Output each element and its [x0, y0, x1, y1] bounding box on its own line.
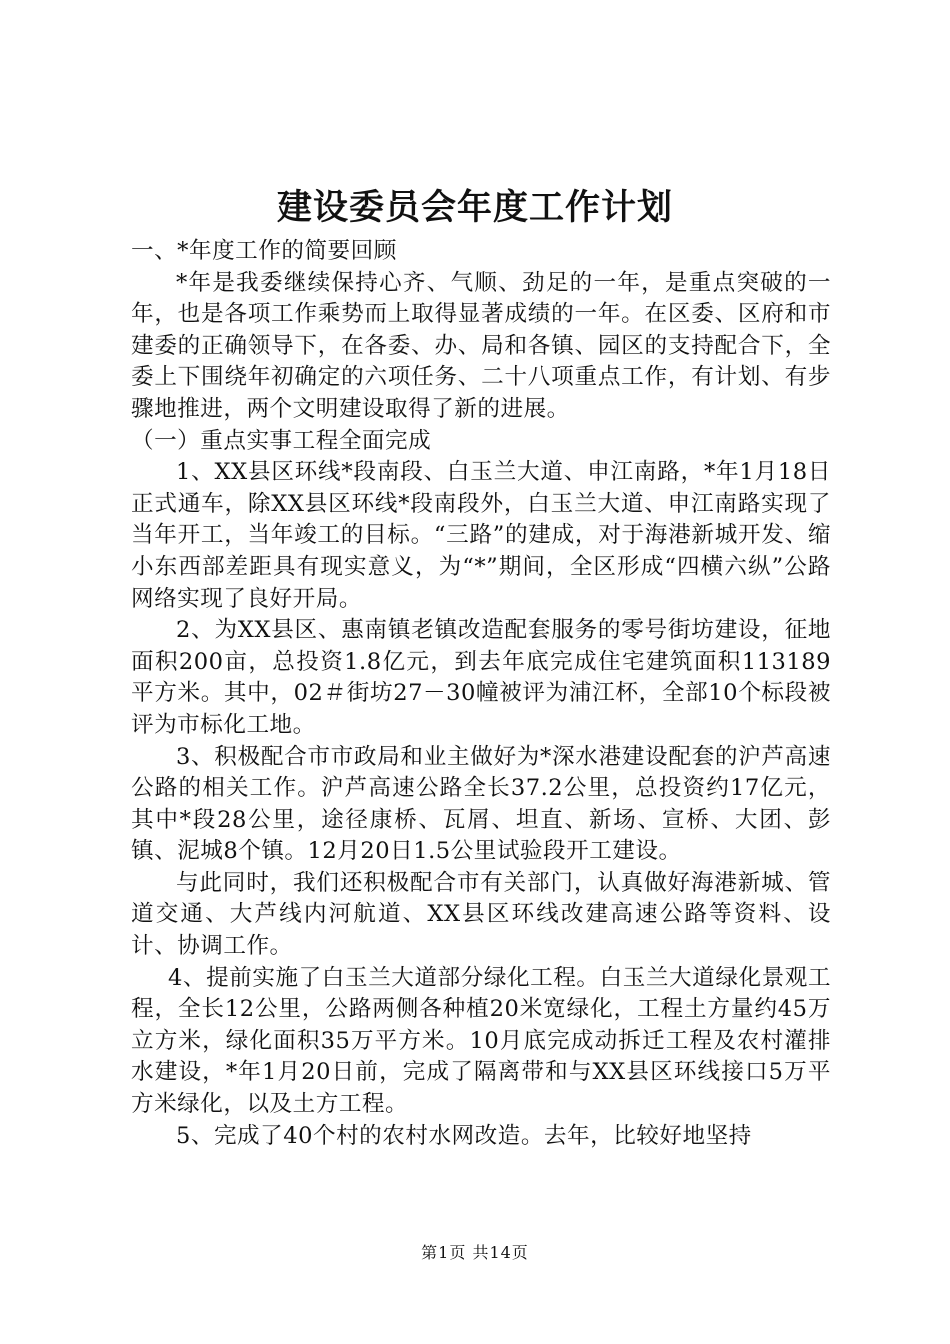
paragraph: 5、完成了40个村的农村水网改造。去年，比较好地坚持: [176, 1122, 752, 1149]
document-body: [131, 236, 831, 1152]
paragraph: 与此同时，我们还积极配合市有关部门，认真做好海港新城、管道交通、大芦线内河航道、XX县区环线改建高速公路等资料、设计、协调工作。: [131, 869, 831, 960]
page-number: 第1页 共14页: [421, 1243, 529, 1262]
paragraph: 2、为XX县区、惠南镇老镇改造配套服务的零号街坊建设，征地面积200亩，总投资1.8亿元，到去年底完成住宅建筑面积113189平方米。其中，02＃街坊27－30幢被评为浦江杯，全部10个标段被评为市标化工地。: [131, 617, 831, 738]
paragraph: 4、提前实施了白玉兰大道部分绿化工程。白玉兰大道绿化景观工程，全长12公里，公路两侧各种植20米宽绿化，工程土方量约45万立方米，绿化面积35万平方米。10月底完成动拆迁工程及农村灌排水建设，*年1月20日前，完成了隔离带和与XX县区环线接口5万平方米绿化，以及土方工程。: [131, 964, 831, 1118]
paragraph: 3、积极配合市市政局和业主做好为*深水港建设配套的沪芦高速公路的相关工作。沪芦高速公路全长37.2公里，总投资约17亿元，其中*段28公里，途径康桥、瓦屑、坦直、新场、宣桥、大团、彭镇、泥城8个镇。12月20日1.5公里试验段开工建设。: [131, 743, 831, 865]
section-heading: 一、*年度工作的简要回顾: [131, 238, 397, 264]
paragraph: *年是我委继续保持心齐、气顺、劲足的一年，是重点突破的一年，也是各项工作乘势而上取得显著成绩的一年。在区委、区府和市建委的正确领导下，在各委、办、局和各镇、园区的支持配合下，全委上下围绕年初确定的六项任务、二十八项重点工作，有计划、有步骤地推进，两个文明建设取得了新的进展。: [131, 269, 831, 422]
subsection-heading: （一）重点实事工程全面完成: [131, 427, 432, 454]
page-title: 建设委员会年度工作计划: [276, 187, 673, 228]
paragraph: 1、XX县区环线*段南段、白玉兰大道、申江南路，*年1月18日正式通车，除XX县区环线*段南段外，白玉兰大道、申江南路实现了当年开工，当年竣工的目标。“三路”的建成，对于海港新城开发、缩小东西部差距具有现实意义，为“*”期间，全区形成“四横六纵”公路网络实现了良好开局。: [131, 459, 831, 612]
